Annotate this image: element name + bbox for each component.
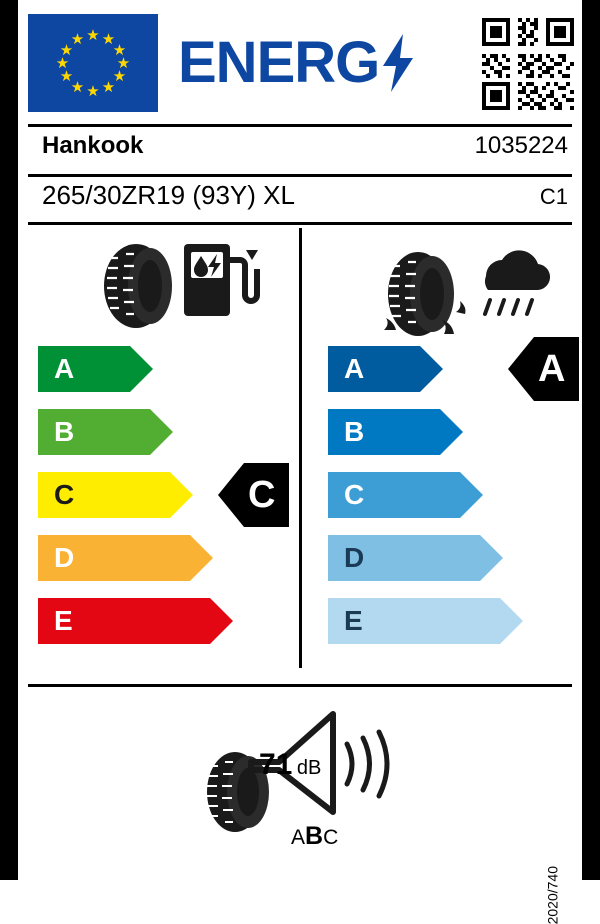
tyre-size-designation: 265/30ZR19 (93Y) XL (42, 180, 295, 210)
fuel-band-tip (130, 346, 153, 392)
left-black-bar (0, 0, 18, 880)
fuel-band-tip (190, 535, 213, 581)
divider-header (28, 124, 572, 127)
wet-band-letter: D (344, 542, 365, 573)
fuel-band-letter: E (54, 605, 73, 636)
wet-grip-scale (328, 346, 523, 661)
wet-band-c (328, 472, 523, 518)
wet-grip-grade (508, 337, 579, 401)
regulation-reference: 2020/740 (544, 866, 560, 924)
wet-band-letter: C (344, 479, 365, 510)
divider-noise (28, 684, 572, 687)
fuel-band-tip (170, 472, 193, 518)
fuel-band-b (38, 409, 233, 455)
fuel-band-letter: C (54, 479, 75, 510)
tyre-speaker-icon (193, 700, 433, 850)
tyre-rain-cloud-icon (378, 234, 558, 334)
wet-band-tip (500, 598, 523, 644)
fuel-efficiency-grade (218, 463, 289, 527)
size-row (28, 180, 572, 220)
energy-wordmark (178, 32, 415, 94)
wet-band-a (328, 346, 523, 392)
label-header (18, 14, 582, 118)
wet-band-b (328, 409, 523, 455)
wet-band-tip (480, 535, 503, 581)
fuel-band-d (38, 535, 233, 581)
wet-band-e (328, 598, 523, 644)
wet-band-letter: A (344, 353, 365, 384)
wet-band-tip (420, 346, 443, 392)
fuel-band-letter: A (54, 353, 75, 384)
right-black-bar (582, 0, 600, 880)
wet-grade-letter: A (538, 348, 566, 390)
noise-value: 71 (259, 748, 293, 781)
type-code: 1035224 (474, 132, 568, 159)
fuel-band-c (38, 472, 233, 518)
tyre-fuel-pump-icon (88, 234, 268, 324)
fuel-band-e (38, 598, 233, 644)
brand-row (28, 128, 572, 170)
ratings-area (18, 228, 582, 676)
fuel-efficiency-scale (38, 346, 233, 661)
wet-band-tip (460, 472, 483, 518)
fuel-band-letter: D (54, 542, 75, 573)
label-inner (18, 0, 582, 924)
noise-class-scale (291, 822, 338, 851)
noise-class-selected: B (305, 822, 324, 850)
energy-word: ENERG (178, 30, 380, 95)
fuel-band-tip (210, 598, 233, 644)
divider-brand (28, 174, 572, 177)
lightning-bolt-icon (381, 34, 415, 92)
noise-class-c: C (323, 826, 339, 849)
divider-size (28, 222, 572, 225)
wet-band-letter: B (344, 416, 365, 447)
wet-band-tip (440, 409, 463, 455)
wet-band-d (328, 535, 523, 581)
noise-class-a: A (291, 826, 306, 849)
noise-unit: dB (296, 757, 322, 779)
column-divider (299, 228, 302, 668)
fuel-band-tip (150, 409, 173, 455)
noise-section (18, 690, 582, 860)
tyre-class: C1 (539, 184, 568, 209)
wet-band-letter: E (344, 605, 363, 636)
fuel-grade-letter: C (248, 474, 276, 516)
fuel-band-a (38, 346, 233, 392)
manufacturer-name: Hankook (42, 132, 144, 159)
qr-code-icon (482, 18, 574, 110)
fuel-band-letter: B (54, 416, 75, 447)
eu-flag-icon: ★ ★ ★ ★ ★ ★ ★ ★ ★ ★ ★ ★ (28, 14, 158, 112)
